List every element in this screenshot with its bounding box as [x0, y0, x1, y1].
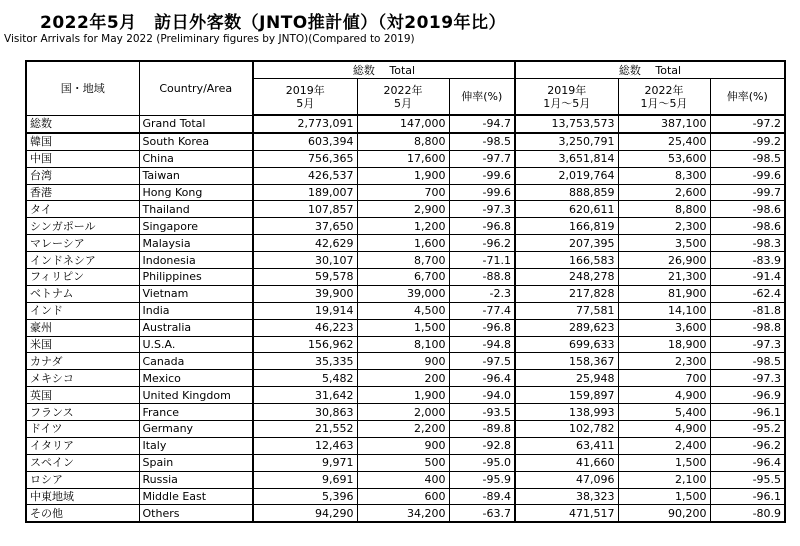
cell-2019-ytd: 471,517	[515, 505, 618, 522]
cell-2019-month: 9,691	[253, 471, 357, 488]
cell-rate-ytd: -98.3	[710, 235, 785, 252]
cell-region-en: Germany	[139, 421, 253, 438]
cell-rate-ytd: -99.7	[710, 184, 785, 201]
cell-2022-month: 400	[357, 471, 449, 488]
cell-rate-month: -97.7	[449, 150, 515, 167]
header-2022-ytd-year: 2022年	[644, 83, 684, 97]
table-row	[26, 370, 785, 387]
cell-rate-ytd: -81.8	[710, 302, 785, 319]
cell-region-jp: インド	[26, 302, 139, 319]
header-rate-month: 伸率(%)	[449, 79, 515, 116]
cell-region-jp: フィリピン	[26, 269, 139, 286]
cell-2022-month: 1,600	[357, 235, 449, 252]
cell-2022-ytd: 2,300	[618, 218, 710, 235]
cell-rate-month: -96.2	[449, 235, 515, 252]
cell-2019-month: 426,537	[253, 167, 357, 184]
cell-rate-ytd: -98.8	[710, 319, 785, 336]
cell-2022-month: 900	[357, 437, 449, 454]
cell-2019-month: 31,642	[253, 387, 357, 404]
cell-2019-month: 189,007	[253, 184, 357, 201]
cell-2019-month: 39,900	[253, 285, 357, 302]
header-2022-ytd-period: 1月～5月	[640, 96, 688, 110]
cell-rate-ytd: -96.1	[710, 404, 785, 421]
cell-rate-month: -96.4	[449, 370, 515, 387]
cell-region-jp: フランス	[26, 404, 139, 421]
cell-2019-ytd: 38,323	[515, 488, 618, 505]
cell-rate-month: -89.4	[449, 488, 515, 505]
header-2022-month-year: 2022年	[383, 83, 423, 97]
cell-2022-month: 4,500	[357, 302, 449, 319]
cell-region-en: Grand Total	[139, 115, 253, 133]
document-subtitle: Visitor Arrivals for May 2022 (Preliminary figures by JNTO)(Compared to 2019)	[4, 33, 415, 45]
cell-2019-month: 156,962	[253, 336, 357, 353]
cell-rate-ytd: -96.9	[710, 387, 785, 404]
cell-region-en: Middle East	[139, 488, 253, 505]
cell-rate-month: -95.9	[449, 471, 515, 488]
cell-2019-ytd: 77,581	[515, 302, 618, 319]
cell-2019-ytd: 699,633	[515, 336, 618, 353]
cell-2022-month: 8,700	[357, 252, 449, 269]
cell-region-jp: その他	[26, 505, 139, 522]
cell-rate-month: -63.7	[449, 505, 515, 522]
table-row	[26, 387, 785, 404]
header-2022-month-period: 5月	[394, 96, 412, 110]
cell-2022-ytd: 3,500	[618, 235, 710, 252]
cell-2022-month: 900	[357, 353, 449, 370]
table-row	[26, 471, 785, 488]
cell-2022-month: 2,200	[357, 421, 449, 438]
table-header	[26, 61, 785, 115]
header-rate-ytd: 伸率(%)	[710, 79, 785, 116]
table-row	[26, 218, 785, 235]
cell-2022-ytd: 5,400	[618, 404, 710, 421]
table-body	[26, 115, 785, 522]
cell-2019-ytd: 620,611	[515, 201, 618, 218]
cell-region-en: South Korea	[139, 133, 253, 150]
cell-2022-ytd: 21,300	[618, 269, 710, 286]
header-region-jp: 国・地域	[26, 61, 139, 115]
cell-region-jp: シンガポール	[26, 218, 139, 235]
cell-rate-ytd: -95.2	[710, 421, 785, 438]
cell-2019-ytd: 102,782	[515, 421, 618, 438]
cell-2022-month: 2,900	[357, 201, 449, 218]
cell-rate-month: -92.8	[449, 437, 515, 454]
cell-rate-month: -71.1	[449, 252, 515, 269]
cell-region-en: India	[139, 302, 253, 319]
cell-region-jp: 豪州	[26, 319, 139, 336]
cell-2019-ytd: 166,819	[515, 218, 618, 235]
cell-region-jp: 台湾	[26, 167, 139, 184]
cell-region-jp: イタリア	[26, 437, 139, 454]
header-2019-ytd-year: 2019年	[547, 83, 587, 97]
cell-rate-ytd: -95.5	[710, 471, 785, 488]
header-group-month: 総数 Total	[253, 61, 515, 79]
table-row	[26, 235, 785, 252]
header-2019-month-period: 5月	[296, 96, 315, 110]
cell-2019-ytd: 217,828	[515, 285, 618, 302]
cell-2019-month: 107,857	[253, 201, 357, 218]
cell-region-en: Canada	[139, 353, 253, 370]
cell-2019-ytd: 25,948	[515, 370, 618, 387]
cell-rate-month: -93.5	[449, 404, 515, 421]
cell-2019-ytd: 207,395	[515, 235, 618, 252]
cell-region-en: Taiwan	[139, 167, 253, 184]
cell-rate-ytd: -98.5	[710, 353, 785, 370]
cell-2022-ytd: 1,500	[618, 454, 710, 471]
cell-rate-month: -98.5	[449, 133, 515, 150]
cell-2022-ytd: 1,500	[618, 488, 710, 505]
cell-region-en: Hong Kong	[139, 184, 253, 201]
cell-rate-ytd: -96.1	[710, 488, 785, 505]
cell-region-en: France	[139, 404, 253, 421]
cell-2019-month: 21,552	[253, 421, 357, 438]
cell-region-jp: インドネシア	[26, 252, 139, 269]
table-row	[26, 353, 785, 370]
cell-2022-month: 1,900	[357, 167, 449, 184]
cell-rate-ytd: -96.4	[710, 454, 785, 471]
cell-region-jp: カナダ	[26, 353, 139, 370]
cell-rate-ytd: -98.6	[710, 218, 785, 235]
cell-rate-ytd: -99.2	[710, 133, 785, 150]
cell-2019-ytd: 159,897	[515, 387, 618, 404]
cell-rate-ytd: -83.9	[710, 252, 785, 269]
cell-region-en: U.S.A.	[139, 336, 253, 353]
table-row	[26, 488, 785, 505]
cell-2022-ytd: 8,800	[618, 201, 710, 218]
cell-2022-month: 1,200	[357, 218, 449, 235]
cell-rate-ytd: -98.6	[710, 201, 785, 218]
visitor-arrivals-table	[25, 60, 786, 523]
cell-2022-ytd: 387,100	[618, 115, 710, 133]
cell-rate-month: -77.4	[449, 302, 515, 319]
cell-rate-ytd: -96.2	[710, 437, 785, 454]
table-row	[26, 201, 785, 218]
cell-rate-month: -99.6	[449, 184, 515, 201]
cell-region-en: Indonesia	[139, 252, 253, 269]
cell-region-jp: 韓国	[26, 133, 139, 150]
header-2022-month	[357, 79, 449, 116]
table-row	[26, 150, 785, 167]
cell-region-en: Mexico	[139, 370, 253, 387]
header-2019-ytd-period: 1月～5月	[543, 96, 591, 110]
table-row	[26, 404, 785, 421]
cell-2019-ytd: 63,411	[515, 437, 618, 454]
cell-2019-month: 42,629	[253, 235, 357, 252]
cell-region-en: Russia	[139, 471, 253, 488]
cell-region-jp: 総数	[26, 115, 139, 133]
cell-rate-month: -97.3	[449, 201, 515, 218]
cell-2022-month: 34,200	[357, 505, 449, 522]
table-row	[26, 336, 785, 353]
cell-2019-month: 5,396	[253, 488, 357, 505]
cell-2022-ytd: 18,900	[618, 336, 710, 353]
cell-rate-ytd: -97.3	[710, 336, 785, 353]
cell-region-en: Vietnam	[139, 285, 253, 302]
cell-2022-month: 6,700	[357, 269, 449, 286]
cell-2019-ytd: 166,583	[515, 252, 618, 269]
cell-2019-ytd: 3,651,814	[515, 150, 618, 167]
cell-region-jp: ロシア	[26, 471, 139, 488]
cell-rate-ytd: -97.2	[710, 115, 785, 133]
cell-2019-ytd: 41,660	[515, 454, 618, 471]
cell-region-en: China	[139, 150, 253, 167]
cell-rate-month: -2.3	[449, 285, 515, 302]
cell-2019-ytd: 2,019,764	[515, 167, 618, 184]
cell-2022-month: 147,000	[357, 115, 449, 133]
cell-region-jp: ドイツ	[26, 421, 139, 438]
cell-rate-month: -94.7	[449, 115, 515, 133]
cell-rate-month: -96.8	[449, 218, 515, 235]
table-row	[26, 252, 785, 269]
header-2019-ytd	[515, 79, 618, 116]
table-row	[26, 421, 785, 438]
cell-region-en: Others	[139, 505, 253, 522]
header-group-ytd: 総数 Total	[515, 61, 785, 79]
cell-region-jp: 中東地域	[26, 488, 139, 505]
cell-region-en: Singapore	[139, 218, 253, 235]
cell-rate-ytd: -99.6	[710, 167, 785, 184]
table-row	[26, 302, 785, 319]
cell-2019-month: 9,971	[253, 454, 357, 471]
cell-rate-month: -89.8	[449, 421, 515, 438]
cell-region-jp: タイ	[26, 201, 139, 218]
cell-2019-month: 603,394	[253, 133, 357, 150]
header-region-en: Country/Area	[139, 61, 253, 115]
cell-2022-month: 600	[357, 488, 449, 505]
cell-2019-month: 30,107	[253, 252, 357, 269]
cell-2022-ytd: 25,400	[618, 133, 710, 150]
cell-2022-month: 700	[357, 184, 449, 201]
cell-2019-month: 756,365	[253, 150, 357, 167]
cell-2019-month: 19,914	[253, 302, 357, 319]
cell-2022-month: 500	[357, 454, 449, 471]
cell-2022-ytd: 81,900	[618, 285, 710, 302]
cell-region-en: Malaysia	[139, 235, 253, 252]
cell-2022-month: 2,000	[357, 404, 449, 421]
header-2022-ytd	[618, 79, 710, 116]
cell-region-en: Thailand	[139, 201, 253, 218]
cell-2019-month: 30,863	[253, 404, 357, 421]
cell-2019-ytd: 158,367	[515, 353, 618, 370]
cell-region-en: Spain	[139, 454, 253, 471]
cell-rate-month: -95.0	[449, 454, 515, 471]
cell-2022-ytd: 90,200	[618, 505, 710, 522]
cell-region-en: Italy	[139, 437, 253, 454]
cell-2019-month: 2,773,091	[253, 115, 357, 133]
cell-rate-month: -94.0	[449, 387, 515, 404]
cell-rate-month: -94.8	[449, 336, 515, 353]
table-row	[26, 184, 785, 201]
cell-rate-ytd: -80.9	[710, 505, 785, 522]
cell-region-jp: ベトナム	[26, 285, 139, 302]
cell-region-jp: スペイン	[26, 454, 139, 471]
cell-region-jp: 米国	[26, 336, 139, 353]
cell-2019-month: 59,578	[253, 269, 357, 286]
cell-2022-ytd: 8,300	[618, 167, 710, 184]
table-row	[26, 269, 785, 286]
cell-rate-month: -99.6	[449, 167, 515, 184]
cell-rate-month: -96.8	[449, 319, 515, 336]
cell-2022-ytd: 2,100	[618, 471, 710, 488]
cell-2022-month: 39,000	[357, 285, 449, 302]
cell-2022-month: 8,100	[357, 336, 449, 353]
cell-rate-month: -88.8	[449, 269, 515, 286]
cell-2022-ytd: 3,600	[618, 319, 710, 336]
cell-2019-ytd: 138,993	[515, 404, 618, 421]
cell-2019-ytd: 888,859	[515, 184, 618, 201]
cell-region-jp: 中国	[26, 150, 139, 167]
cell-2022-ytd: 26,900	[618, 252, 710, 269]
cell-2022-ytd: 14,100	[618, 302, 710, 319]
table-row	[26, 167, 785, 184]
cell-rate-ytd: -62.4	[710, 285, 785, 302]
cell-2019-ytd: 248,278	[515, 269, 618, 286]
table-row	[26, 437, 785, 454]
cell-region-jp: マレーシア	[26, 235, 139, 252]
cell-region-en: Australia	[139, 319, 253, 336]
table-row	[26, 133, 785, 150]
cell-2019-ytd: 13,753,573	[515, 115, 618, 133]
cell-2019-month: 46,223	[253, 319, 357, 336]
cell-2022-month: 8,800	[357, 133, 449, 150]
cell-2022-month: 1,900	[357, 387, 449, 404]
cell-region-jp: メキシコ	[26, 370, 139, 387]
cell-2022-ytd: 53,600	[618, 150, 710, 167]
cell-2022-ytd: 700	[618, 370, 710, 387]
cell-2022-ytd: 2,600	[618, 184, 710, 201]
table-row-total	[26, 115, 785, 133]
cell-2022-month: 200	[357, 370, 449, 387]
table-row	[26, 454, 785, 471]
cell-2019-month: 12,463	[253, 437, 357, 454]
cell-region-en: Philippines	[139, 269, 253, 286]
cell-2022-month: 17,600	[357, 150, 449, 167]
cell-rate-ytd: -97.3	[710, 370, 785, 387]
document-title: 2022年5月 訪日外客数（JNTO推計値）（対2019年比）	[40, 13, 507, 33]
header-2019-month	[253, 79, 357, 116]
cell-2019-month: 5,482	[253, 370, 357, 387]
cell-2019-month: 94,290	[253, 505, 357, 522]
header-2019-month-year: 2019年	[285, 83, 325, 97]
cell-2022-month: 1,500	[357, 319, 449, 336]
cell-2022-ytd: 2,400	[618, 437, 710, 454]
cell-2022-ytd: 2,300	[618, 353, 710, 370]
cell-region-jp: 香港	[26, 184, 139, 201]
cell-2022-ytd: 4,900	[618, 387, 710, 404]
cell-2019-ytd: 289,623	[515, 319, 618, 336]
table-row	[26, 285, 785, 302]
cell-2022-ytd: 4,900	[618, 421, 710, 438]
cell-rate-ytd: -98.5	[710, 150, 785, 167]
cell-region-en: United Kingdom	[139, 387, 253, 404]
table-row	[26, 505, 785, 522]
table-row	[26, 319, 785, 336]
cell-2019-month: 35,335	[253, 353, 357, 370]
cell-2019-ytd: 47,096	[515, 471, 618, 488]
cell-2019-month: 37,650	[253, 218, 357, 235]
cell-region-jp: 英国	[26, 387, 139, 404]
cell-rate-ytd: -91.4	[710, 269, 785, 286]
cell-rate-month: -97.5	[449, 353, 515, 370]
cell-2019-ytd: 3,250,791	[515, 133, 618, 150]
